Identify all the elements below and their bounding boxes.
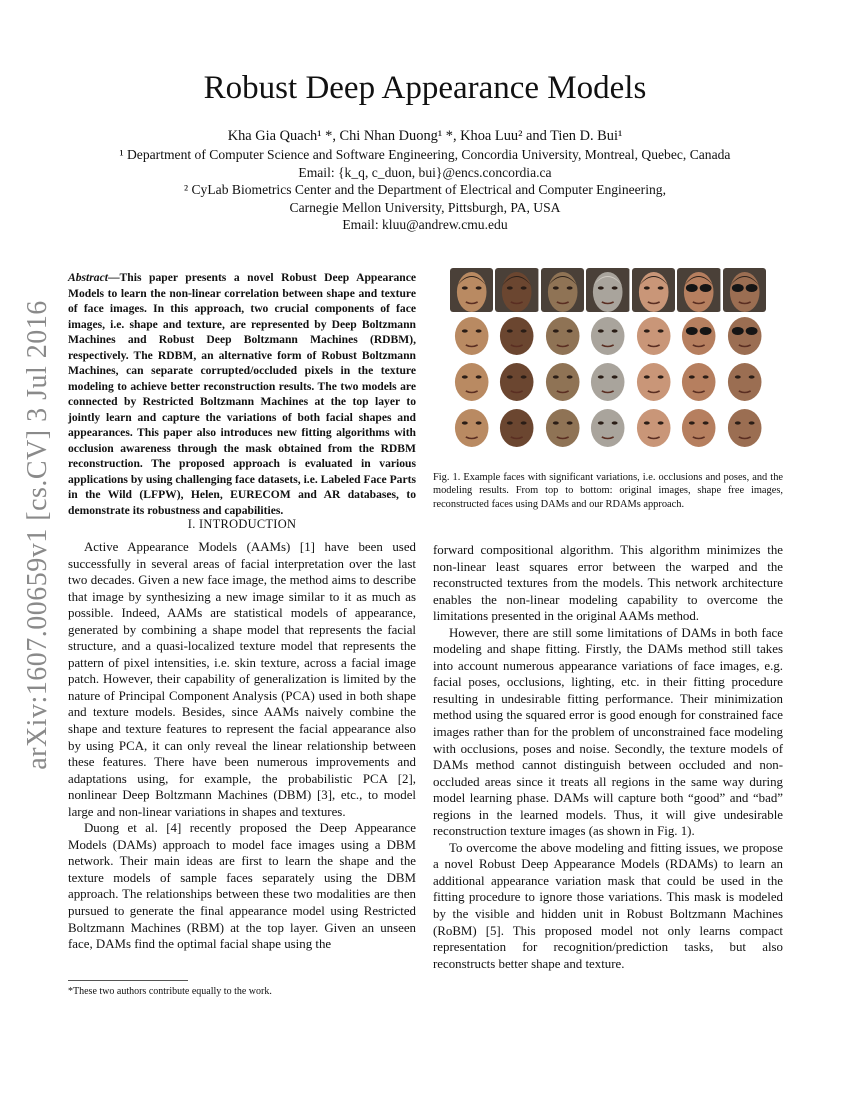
face-thumbnail [586, 314, 629, 358]
left-column-body [68, 539, 416, 953]
face-thumbnail [677, 268, 720, 312]
face-thumbnail [586, 268, 629, 312]
arxiv-stamp-text: arXiv:1607.00659v1 [cs.CV] 3 Jul 2016 [22, 300, 53, 770]
face-thumbnail [450, 268, 493, 312]
paper-title: Robust Deep Appearance Models [203, 70, 647, 106]
face-thumbnail [450, 314, 493, 358]
footnote: *These two authors contribute equally to the work. [68, 986, 272, 997]
face-thumbnail [723, 406, 766, 450]
face-thumbnail [632, 268, 675, 312]
face-thumbnail [632, 406, 675, 450]
figure-caption: Fig. 1. Example faces with significant variations, i.e. occlusions and poses, and the modeling results. From top to bottom: original images, shape free images, reconstructed faces using DAMs and our RDAMs approach. [433, 472, 783, 510]
face-thumbnail [541, 268, 584, 312]
face-thumbnail [632, 314, 675, 358]
author-names: Kha Gia Quach¹ *, Chi Nhan Duong¹ *, Khoa Luu² and Tien D. Bui¹ [227, 128, 623, 144]
face-thumbnail [586, 360, 629, 404]
face-thumbnail [495, 268, 538, 312]
face-thumbnail [495, 314, 538, 358]
author-block [60, 127, 790, 234]
intro-paragraph-2: Duong et al. [4] recently proposed the Deep Appearance Models (DAMs) approach to model face images using a DBM network. Their main ideas are first to learn the shape and the texture models of sample faces separately using the DBM approach. The relationships between these two modalities are then pursued to generate the final appearance model using Restricted Boltzmann Machines (RBM) at the top layer. Given an unseen face, DAMs find the optimal facial shape using the [68, 821, 416, 952]
face-thumbnail [495, 406, 538, 450]
face-thumbnail [541, 360, 584, 404]
section-heading-introduction: I. INTRODUCTION [187, 517, 297, 531]
face-thumbnail [677, 314, 720, 358]
abstract [68, 270, 416, 518]
face-thumbnail [677, 360, 720, 404]
affiliation-2b: Carnegie Mellon University, Pittsburgh, PA, USA [289, 199, 561, 215]
right-column-body [433, 542, 783, 972]
face-thumbnail [541, 406, 584, 450]
abstract-lead: Abstract [68, 271, 108, 284]
face-thumbnail [450, 406, 493, 450]
face-thumbnail [677, 406, 720, 450]
footnote-rule [68, 980, 188, 981]
affiliation-1: ¹ Department of Computer Science and Software Engineering, Concordia University, Montreal, Quebec, Canada [119, 147, 731, 162]
right-paragraph-1: forward compositional algorithm. This algorithm minimizes the non-linear least squares error between the warped and the reconstructed textures from the models. This network architecture enables the non-linear modeling capability to overcome the limitations presented in the original AAMs method. [433, 543, 783, 624]
face-thumbnail [450, 360, 493, 404]
affiliation-2a: ² CyLab Biometrics Center and the Department of Electrical and Computer Engineering, [184, 182, 666, 197]
email-1: Email: {k_q, c_duon, bui}@encs.concordia.ca [298, 164, 552, 180]
figure-face-grid [450, 268, 766, 450]
face-thumbnail [723, 360, 766, 404]
face-thumbnail [586, 406, 629, 450]
abstract-text: —This paper presents a novel Robust Deep Appearance Models to learn the non-linear correlation between shape and texture of face images. In this approach, two crucial components of face images, i.e. shape and texture, are represented by Deep Boltzmann Machines and Robust Deep Boltzmann Machines (RDBM), respectively. The RDBM, an alternative form of Robust Boltzmann Machines, can separate corrupted/occluded pixels in the texture modeling to achieve better reconstruction results. The two models are connected by Restricted Boltzmann Machines at the top layer to jointly learn and capture the variations of both facial shapes and appearances. This paper also introduces new fitting algorithms with occlusion awareness through the mask obtained from the RDBM reconstruction. The proposed approach is evaluated in various applications by using challenging face datasets, i.e. Labeled Face Parts in the Wild (LFPW), Helen, EURECOM and AR databases, to demonstrate its robustness and capabilities. [68, 271, 416, 517]
email-2: Email: kluu@andrew.cmu.edu [342, 217, 508, 232]
face-thumbnail [495, 360, 538, 404]
intro-paragraph-1: Active Appearance Models (AAMs) [1] have been used successfully in several areas of facial interpretation over the last two decades. Given a new face image, the method aims to describe that image by synthesizing a new image similar to it as much as possible. Indeed, AAMs are statistical models of appearance, generated by combining a shape model that represents the facial structure, and a quasi-localized texture model that represents the pattern of pixel intensities, i.e. skin texture, across a facial image patch. However, their capability of generalization is limited by the nature of Principal Component Analysis (PCA) used in both shape and texture models. Besides, since AAMs naively combine the shape and texture features to represent the facial appearance also by using PCA, it can only reveal the linear relationship between these features. There have been numerous improvements and adaptations using, for example, the probabilistic PCA [2], nonlinear Deep Boltzmann Machines (DBM) [3], etc., to model large and non-linear variations in shapes and textures. [68, 540, 416, 819]
face-thumbnail [723, 314, 766, 358]
face-thumbnail [723, 268, 766, 312]
right-paragraph-2: However, there are still some limitations of DAMs in both face modeling and shape fitting. Firstly, the DAMs method still takes into account numerous appearance variations of face images, e.g. facial poses, occlusions, lighting, etc. in their fitting procedure resulting in undesirable fitting performance. Their minimization method using the squared error is good enough for constrained face images rather than for the problem of unconstrained face modeling with occlusions, poses and noise. Secondly, the texture models of DAMs method cannot distinguish between occluded and non-occluded areas since it treats all regions in the same way during model learning phase. DAMs will capture both “good” and “bad” regions in the learned models. Thus, it will give undesirable reconstruction texture images (as shown in Fig. 1). [433, 625, 783, 839]
right-paragraph-3: To overcome the above modeling and fitting issues, we propose a novel Robust Deep Appearance Models (RDAMs) to learn an additional appearance variation mask that could be used in the fitting procedure to ignore those variations. This mask is modeled by the visible and hidden unit in Robust Boltzmann Machines (RoBM) [5]. This proposed model not only learns compact representation for recognition/prediction tasks, but also reconstructs better shape and texture. [433, 840, 783, 971]
face-thumbnail [541, 314, 584, 358]
face-thumbnail [632, 360, 675, 404]
